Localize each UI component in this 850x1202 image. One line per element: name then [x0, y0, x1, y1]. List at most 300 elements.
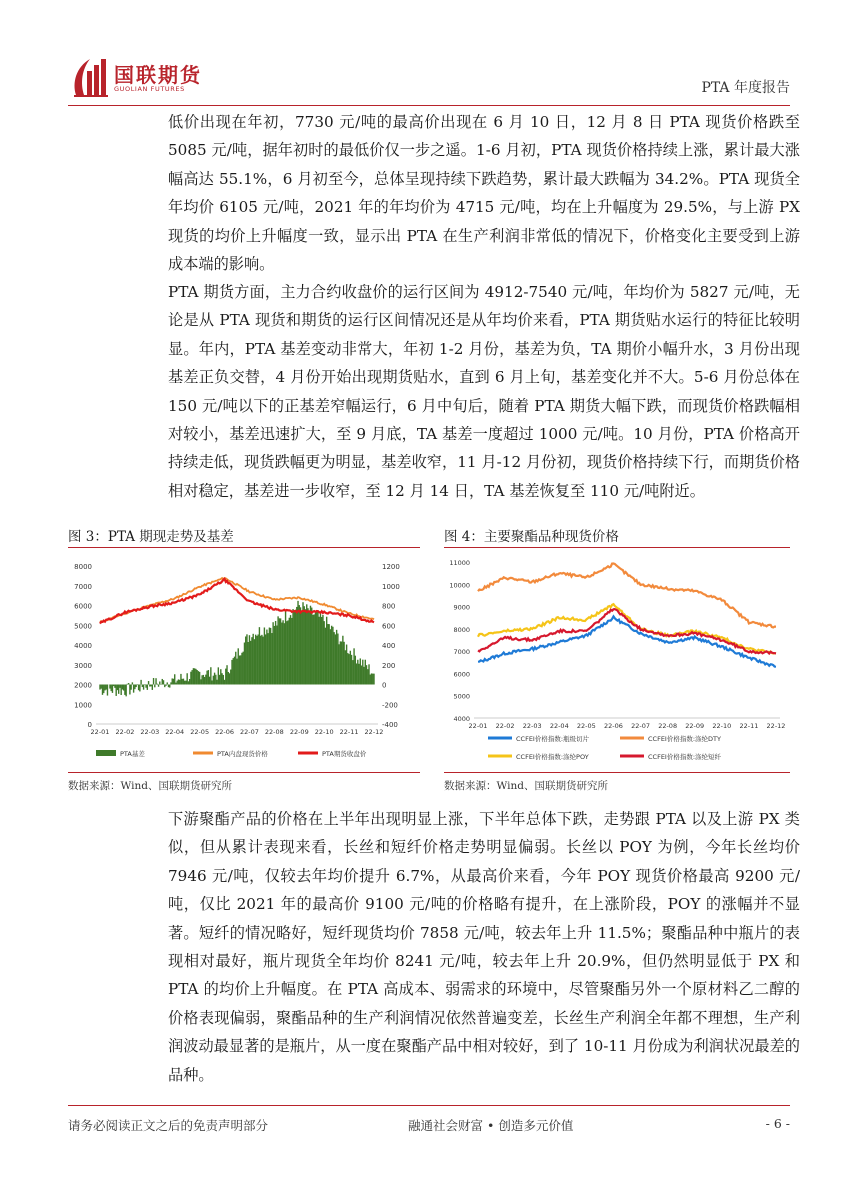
- x-tick-label: 22-10: [314, 728, 334, 736]
- basis-bar: [149, 685, 150, 687]
- basis-bar: [251, 637, 252, 684]
- basis-bar: [185, 681, 186, 685]
- paragraph-pta-spot: 低价出现在年初，7730 元/吨的最高价出现在 6 月 10 日，12 月 8 日 PTA 现货价格跌至 5085 元/吨，据年初时的最低价仅一步之遥。1-6 月初，PTA 现货价格持续上涨，累计最大涨幅高达 55.1%，6 月初至今，总体呈现持续下跌趋势，累计最大跌幅为 34.2%。PTA 现货全年均价 6105 元/吨，2021 年的年均价为 4715 元/吨，均在上升幅度为 29.5%，与上游 PX 现货的均价上升幅度一致，显示出 PTA 在生产利润非常低的情况下，价格变化主要受到上游成本端的影响。: [168, 113, 800, 274]
- basis-bar: [165, 685, 166, 686]
- basis-bar: [198, 671, 199, 684]
- basis-bar: [300, 607, 301, 684]
- basis-bar: [228, 672, 229, 685]
- fig4-title: 图 4：主要聚酯品种现货价格: [444, 529, 619, 545]
- basis-bar: [353, 648, 354, 684]
- pta-spot-futures-basis-chart: [68, 552, 420, 772]
- basis-bar: [200, 679, 201, 684]
- basis-bar: [302, 602, 303, 684]
- y-tick-label: 8000: [453, 625, 470, 634]
- basis-bar: [225, 669, 226, 685]
- basis-bar: [122, 685, 123, 690]
- basis-bar: [269, 628, 270, 685]
- basis-bar: [109, 685, 110, 689]
- basis-bar: [143, 685, 144, 690]
- basis-bar: [139, 685, 140, 692]
- x-tick-label: 22-09: [289, 728, 309, 736]
- x-tick-label: 22-01: [468, 722, 488, 730]
- basis-bar: [279, 618, 280, 684]
- basis-bar: [367, 669, 368, 684]
- y-tick-label: 7000: [453, 648, 470, 657]
- footer-slogan: 融通社会财富 • 创造多元价值: [408, 1118, 574, 1133]
- basis-bar: [203, 675, 204, 685]
- basis-bar: [373, 674, 374, 685]
- x-tick-label: 22-07: [631, 722, 650, 730]
- x-tick-label: 22-09: [685, 722, 705, 730]
- basis-bar: [322, 615, 323, 684]
- basis-bar: [257, 634, 258, 684]
- basis-bar: [101, 685, 102, 689]
- basis-bar: [361, 665, 362, 684]
- basis-bar: [319, 617, 320, 685]
- x-tick-label: 22-02: [115, 728, 135, 736]
- y-right-tick-label: 1000: [382, 582, 400, 591]
- basis-bar: [135, 685, 136, 688]
- y-left-tick-label: 3000: [74, 661, 92, 670]
- y-tick-label: 6000: [453, 670, 470, 679]
- basis-bar: [372, 674, 373, 685]
- fig4-title-divider: [444, 547, 790, 548]
- x-tick-label: 22-02: [495, 722, 515, 730]
- basis-bar: [327, 624, 328, 685]
- y-right-tick-label: 0: [382, 681, 387, 690]
- basis-bar: [270, 628, 271, 685]
- basis-bar: [209, 677, 210, 685]
- basis-bar: [365, 660, 366, 685]
- basis-bar: [368, 664, 369, 684]
- basis-bar: [236, 659, 237, 685]
- basis-bar: [345, 650, 346, 684]
- basis-bar: [219, 675, 220, 685]
- basis-bar: [213, 676, 214, 685]
- basis-bar: [256, 636, 257, 685]
- basis-bar: [289, 618, 290, 685]
- fig3-title-divider: [68, 547, 420, 548]
- basis-bar: [206, 671, 207, 685]
- basis-bar: [199, 672, 200, 685]
- basis-bar: [316, 612, 317, 685]
- basis-bar: [190, 672, 191, 685]
- basis-bar: [260, 636, 261, 685]
- basis-bar: [250, 641, 251, 685]
- basis-bar: [355, 656, 356, 685]
- y-left-tick-label: 6000: [74, 602, 92, 611]
- series-line-pta-futures: [100, 579, 374, 624]
- basis-bar: [294, 610, 295, 684]
- basis-bar: [229, 673, 230, 684]
- basis-bar: [175, 683, 176, 685]
- basis-bar: [362, 660, 363, 685]
- basis-bar: [134, 685, 135, 690]
- x-tick-label: 22-10: [712, 722, 732, 730]
- basis-bar: [238, 648, 239, 684]
- basis-bar: [144, 685, 145, 686]
- basis-bar: [194, 668, 195, 684]
- basis-bar: [371, 673, 372, 684]
- basis-bar: [216, 680, 217, 685]
- basis-bar: [370, 675, 371, 685]
- basis-bar: [118, 685, 119, 694]
- paragraph-pta-futures: [168, 278, 800, 505]
- basis-bar: [158, 685, 159, 687]
- basis-bar: [343, 642, 344, 685]
- basis-bar: [129, 685, 130, 695]
- basis-bar: [297, 601, 298, 685]
- basis-bar: [178, 679, 179, 684]
- y-tick-label: 9000: [453, 603, 470, 612]
- basis-bar: [142, 685, 143, 688]
- basis-bar: [282, 620, 283, 684]
- basis-bar: [113, 685, 114, 687]
- logo-text-en: GUOLIAN FUTURES: [114, 85, 185, 93]
- y-left-tick-label: 8000: [74, 563, 92, 571]
- basis-bar: [317, 611, 318, 685]
- legend-swatch: [96, 750, 116, 756]
- basis-bar: [245, 636, 246, 684]
- basis-bar: [132, 682, 133, 684]
- basis-bar: [331, 626, 332, 685]
- basis-bar: [208, 670, 209, 684]
- basis-bar: [226, 665, 227, 684]
- x-tick-label: 22-06: [604, 722, 623, 730]
- page-header: [70, 55, 790, 105]
- basis-bar: [272, 622, 273, 684]
- basis-bar: [163, 680, 164, 684]
- x-tick-label: 22-11: [339, 728, 359, 736]
- company-logo: [70, 55, 230, 99]
- basis-bar: [340, 641, 341, 684]
- basis-bar: [180, 674, 181, 685]
- fig3-bottom-divider: [68, 772, 420, 773]
- basis-bar: [112, 685, 113, 693]
- basis-bar: [265, 634, 266, 684]
- basis-bar: [230, 670, 231, 685]
- basis-bar: [358, 664, 359, 685]
- basis-bar: [249, 635, 250, 684]
- basis-bar: [275, 621, 276, 685]
- basis-bar: [111, 685, 112, 692]
- x-tick-label: 22-05: [576, 722, 596, 730]
- basis-bar: [123, 685, 124, 691]
- basis-bar: [360, 658, 361, 684]
- logo-icon: [70, 55, 110, 99]
- basis-bar: [271, 633, 272, 684]
- basis-bar: [170, 682, 171, 684]
- basis-bar: [231, 660, 232, 685]
- basis-bar: [328, 624, 329, 684]
- legend-label: PTA基差: [120, 750, 145, 758]
- basis-bar: [314, 614, 315, 684]
- basis-bar: [261, 635, 262, 685]
- basis-bar: [341, 642, 342, 685]
- basis-bar: [280, 618, 281, 684]
- basis-bar: [321, 617, 322, 685]
- basis-bar: [159, 681, 160, 684]
- basis-bar: [102, 685, 103, 695]
- y-right-tick-label: 1200: [382, 563, 400, 571]
- basis-bar: [338, 644, 339, 684]
- basis-bar: [277, 616, 278, 684]
- basis-bar: [103, 685, 104, 694]
- legend-label: CCFEI价格指数:瓶级切片: [516, 735, 590, 743]
- basis-bar: [243, 652, 244, 685]
- basis-bar: [196, 670, 197, 684]
- basis-bar: [264, 627, 265, 684]
- basis-bar: [114, 685, 115, 688]
- basis-bar: [234, 657, 235, 685]
- basis-bar: [150, 685, 151, 687]
- basis-bar: [115, 685, 116, 696]
- legend-label: CCFEI价格指数:涤纶短纤: [648, 753, 722, 761]
- basis-bar: [184, 681, 185, 685]
- basis-bar: [287, 620, 288, 684]
- basis-bar: [325, 628, 326, 685]
- y-right-tick-label: -400: [382, 721, 398, 729]
- basis-bar: [332, 627, 333, 685]
- y-left-tick-label: 0: [87, 721, 92, 729]
- y-tick-label: 11000: [449, 559, 470, 567]
- basis-bar: [174, 674, 175, 684]
- basis-bar: [266, 630, 267, 685]
- basis-bar: [312, 615, 313, 685]
- basis-bar: [157, 684, 158, 685]
- basis-bar: [333, 632, 334, 684]
- basis-bar: [137, 685, 138, 686]
- x-tick-label: 22-08: [658, 722, 678, 730]
- page-number: - 6 -: [765, 1116, 790, 1131]
- basis-bar: [191, 670, 192, 684]
- basis-bar: [357, 660, 358, 685]
- basis-bar: [183, 679, 184, 685]
- basis-bar: [304, 606, 305, 684]
- y-left-tick-label: 7000: [74, 582, 92, 591]
- basis-bar: [346, 645, 347, 685]
- basis-bar: [153, 678, 154, 684]
- basis-bar: [182, 679, 183, 685]
- y-right-tick-label: 200: [382, 661, 396, 670]
- fig3-source: 数据来源：Wind、国联期货研究所: [68, 780, 232, 792]
- basis-bar: [125, 685, 126, 697]
- y-right-tick-label: 600: [382, 622, 396, 631]
- basis-bar: [348, 654, 349, 684]
- basis-bar: [152, 685, 153, 690]
- y-right-tick-label: 400: [382, 642, 396, 650]
- x-tick-label: 22-06: [215, 728, 234, 736]
- y-right-tick-label: 800: [382, 602, 396, 611]
- basis-bar: [239, 656, 240, 685]
- basis-bar: [106, 685, 107, 690]
- basis-bar: [296, 607, 297, 685]
- basis-bar: [233, 658, 234, 684]
- basis-bar: [169, 685, 170, 688]
- basis-bar: [254, 639, 255, 684]
- basis-bar: [138, 685, 139, 691]
- basis-bar: [154, 685, 155, 688]
- logo-text-cn: 国联期货: [114, 63, 202, 87]
- basis-bar: [117, 685, 118, 691]
- x-tick-label: 22-03: [140, 728, 160, 736]
- basis-bar: [224, 680, 225, 685]
- basis-bar: [252, 634, 253, 685]
- polyester-spot-price-chart: [444, 552, 790, 772]
- basis-bar: [255, 635, 256, 685]
- x-tick-label: 22-12: [766, 722, 786, 730]
- x-tick-label: 22-03: [522, 722, 542, 730]
- fig4-bottom-divider: [444, 772, 790, 773]
- basis-bar: [179, 680, 180, 685]
- basis-bar: [145, 685, 146, 688]
- basis-bar: [214, 673, 215, 685]
- basis-bar: [305, 609, 306, 684]
- basis-bar: [295, 610, 296, 684]
- basis-bar: [259, 627, 260, 684]
- basis-bar: [310, 606, 311, 685]
- x-tick-label: 22-04: [165, 728, 185, 736]
- basis-bar: [124, 685, 125, 695]
- basis-bar: [140, 680, 141, 685]
- y-left-tick-label: 4000: [74, 642, 92, 650]
- paragraph-polyester: 下游聚酯产品的价格在上半年出现明显上涨，下半年总体下跌，走势跟 PTA 以及上游 PX 类似，但从累计表现来看，长丝和短纤价格走势明显偏弱。长丝以 POY 为例，今年长丝均价 7946 元/吨，仅较去年均价提升 6.7%，从最高价来看，今年 POY 现货价格最高 9200 元/吨，仅比 2021 年的最高价 9100 元/吨的价格略有提升，在上涨阶段，POY 的涨幅并不显著。短纤的情况略好，短纤现货均价 7858 元/吨，较去年上升 11.5%；聚酯品种中瓶片的表现相对最好，瓶片现货全年均价 8241 元/吨，较去年上升 20.9%，但仍然明显低于 PX 和 PTA 的均价上升幅度。在 PTA 高成本、弱需求的环境中，尽管聚酯另外一个原材料乙二醇的价格表现偏弱，聚酯品种的生产利润情况依然普遍变差，长丝生产利润全年都不理想，生产利润波动最显著的是瓶片，从一度在聚酯产品中相对较好，到了 10-11 月份成为利润状况最差的品种。: [168, 810, 800, 1084]
- basis-bar: [164, 685, 165, 688]
- y-tick-label: 10000: [449, 581, 470, 590]
- basis-bar: [188, 681, 189, 684]
- series-line-pta-spot: [100, 578, 374, 622]
- basis-bar: [350, 651, 351, 685]
- basis-bar: [306, 604, 307, 684]
- basis-bar: [342, 636, 343, 685]
- basis-bar: [307, 608, 308, 684]
- legend-label: CCFEI价格指数:涤纶POY: [516, 753, 589, 761]
- basis-bar: [127, 684, 128, 685]
- basis-bar: [274, 626, 275, 685]
- basis-bar: [177, 681, 178, 685]
- basis-bar: [336, 630, 337, 685]
- basis-bar: [311, 608, 312, 685]
- x-tick-label: 22-11: [739, 722, 759, 730]
- basis-bar: [337, 634, 338, 685]
- basis-bar: [173, 679, 174, 685]
- basis-bar: [267, 633, 268, 684]
- legend-label: CCFEI价格指数:涤纶DTY: [648, 735, 721, 743]
- y-right-tick-label: -200: [382, 701, 398, 710]
- y-tick-label: 4000: [453, 715, 470, 723]
- basis-bar: [309, 612, 310, 685]
- basis-bar: [276, 626, 277, 685]
- basis-bar: [363, 667, 364, 685]
- x-tick-label: 22-12: [364, 728, 384, 736]
- series-line-poy: [478, 604, 776, 653]
- basis-bar: [223, 675, 224, 685]
- legend-label: PTA内盘现货价格: [217, 750, 268, 758]
- fig3-title: 图 3：PTA 期现走势及基差: [68, 529, 234, 545]
- basis-bar: [215, 675, 216, 685]
- x-tick-label: 22-05: [190, 728, 210, 736]
- basis-bar: [220, 669, 221, 684]
- basis-bar: [195, 669, 196, 685]
- basis-bar: [240, 655, 241, 684]
- basis-bar: [301, 612, 302, 684]
- basis-bar: [246, 634, 247, 684]
- basis-bar: [315, 612, 316, 684]
- y-left-tick-label: 2000: [74, 681, 92, 690]
- basis-bar: [244, 643, 245, 685]
- basis-bar: [292, 609, 293, 684]
- basis-bar: [186, 673, 187, 684]
- basis-bar: [235, 652, 236, 685]
- basis-bar: [218, 667, 219, 684]
- basis-bar: [330, 629, 331, 684]
- basis-bar: [248, 642, 249, 685]
- basis-bar: [107, 685, 108, 696]
- x-tick-label: 22-01: [90, 728, 110, 736]
- basis-bar: [221, 673, 222, 684]
- paragraph-pta-futures-text: PTA 期货方面，主力合约收盘价的运行区间为 4912-7540 元/吨，年均价为 5827 元/吨，无论是从 PTA 现货和期货的运行区间情况还是从年均价来看，PTA 期货贴水运行的特征比较明显。年内，PTA 基差变动非常大，年初 1-2 月份，基差为负，TA 期价小幅升水，3 月份出现基差正负交替，4 月份开始出现期货贴水，直到 6 月上旬，基差变化并不大。5-6 月份总体在 150 元/吨以下的正基差窄幅运行，6 月中旬后，随着 PTA 期货大幅下跌，而现货价格跌幅相对较小，基差迅速扩大，至 9 月底，TA 基差一度超过 1000 元/吨。10 月份，PTA 价格高开持续走低，现货跌幅更为明显，基差收窄，11 月-12 月份初，现货价格持续下行，而期货价格相对稳定，基差进一步收窄，至 12 月 14 日，TA 基差恢复至 110 元/吨附近。: [168, 283, 800, 500]
- basis-bar: [356, 663, 357, 684]
- report-title: PTA 年度报告: [701, 80, 790, 96]
- basis-bar: [285, 611, 286, 684]
- basis-bar: [148, 681, 149, 684]
- basis-bar: [204, 677, 205, 685]
- basis-bar: [155, 678, 156, 684]
- basis-bar: [193, 668, 194, 684]
- x-tick-label: 22-07: [240, 728, 259, 736]
- basis-bar: [335, 634, 336, 684]
- fig4-source: 数据来源：Wind、国联期货研究所: [444, 780, 608, 792]
- y-tick-label: 5000: [453, 692, 470, 701]
- basis-bar: [167, 682, 168, 684]
- basis-bar: [352, 660, 353, 684]
- basis-bar: [147, 685, 148, 690]
- basis-bar: [351, 655, 352, 685]
- basis-bar: [168, 685, 169, 688]
- basis-bar: [290, 615, 291, 684]
- basis-bar: [172, 678, 173, 684]
- basis-bar: [205, 675, 206, 685]
- basis-bar: [241, 653, 242, 685]
- basis-bar: [286, 621, 287, 684]
- basis-bar: [320, 611, 321, 684]
- basis-bar: [120, 685, 121, 696]
- basis-bar: [347, 653, 348, 684]
- basis-bar: [323, 621, 324, 684]
- footer-disclaimer: 请务必阅读正文之后的免责声明部分: [68, 1118, 269, 1133]
- basis-bar: [133, 685, 134, 693]
- basis-bar: [128, 683, 129, 684]
- basis-bar: [291, 618, 292, 685]
- basis-bar: [99, 685, 100, 690]
- basis-bar: [119, 685, 120, 688]
- basis-bar: [299, 605, 300, 684]
- basis-bar: [284, 623, 285, 684]
- basis-bar: [104, 685, 105, 691]
- basis-bar: [189, 679, 190, 685]
- basis-bar: [326, 617, 327, 685]
- y-left-tick-label: 1000: [74, 701, 92, 710]
- basis-bar: [210, 667, 211, 684]
- basis-bar: [366, 665, 367, 684]
- basis-bar: [262, 637, 263, 685]
- header-divider: [68, 105, 790, 106]
- y-left-tick-label: 5000: [74, 622, 92, 631]
- basis-bar: [281, 623, 282, 685]
- legend-label: PTA期货收盘价: [322, 750, 367, 758]
- basis-bar: [130, 685, 131, 690]
- x-tick-label: 22-04: [549, 722, 569, 730]
